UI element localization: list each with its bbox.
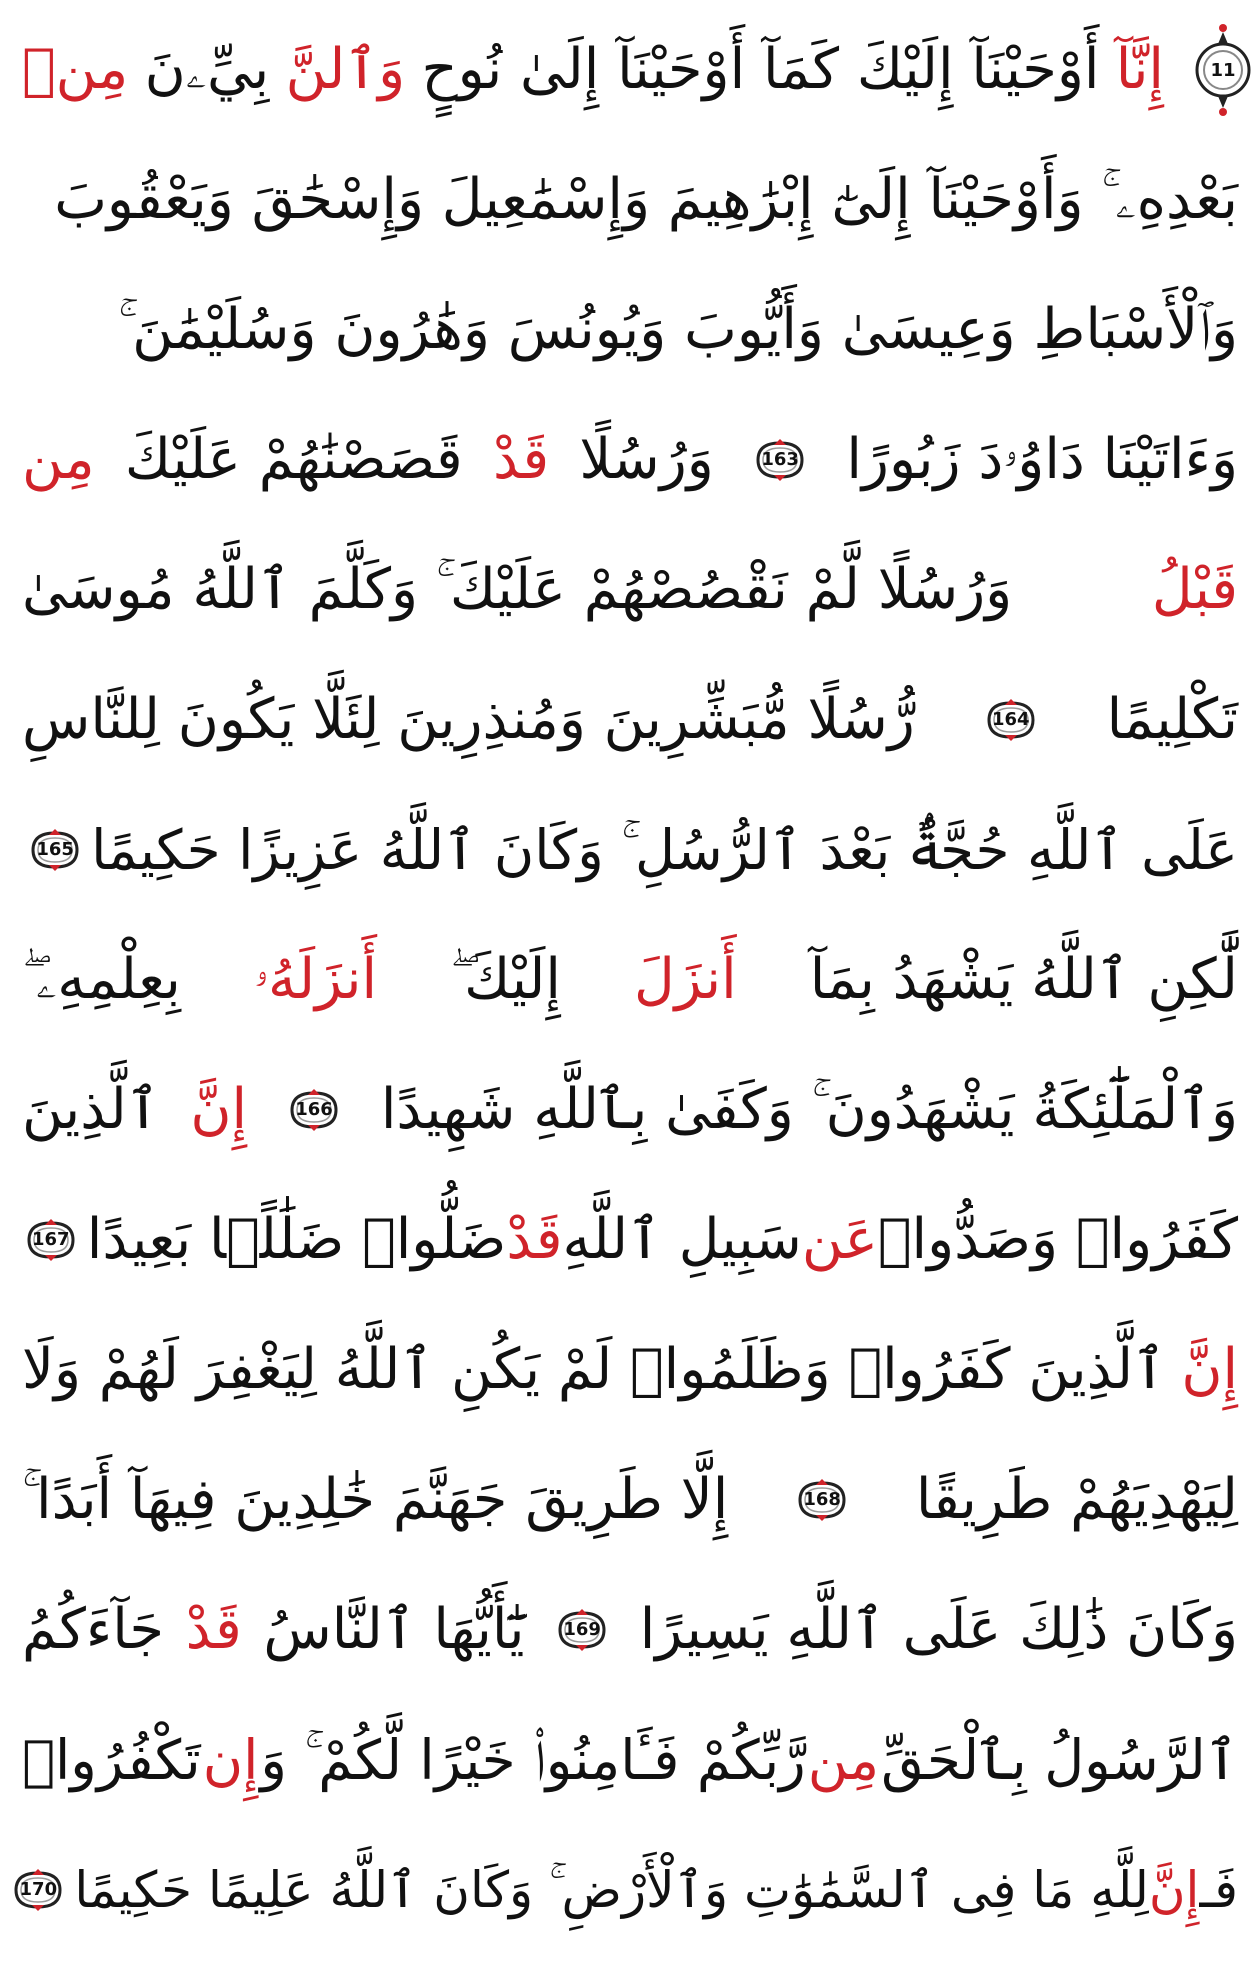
- verse-line: [22, 918, 1238, 1042]
- verse-text: عَلَى ٱللَّهِ حُجَّةٌۢ بَعْدَ ٱلرُّسُلِ ۚ وَكَانَ ٱللَّهُ عَزِيزًا حَكِيمًا: [91, 817, 1238, 882]
- verse-text: سَبِيلِ ٱللَّهِ: [562, 1207, 802, 1272]
- highlighted-word: قَدْ: [185, 1597, 242, 1662]
- highlighted-word: وَٱلنَّ: [285, 37, 406, 102]
- ayah-number: 168: [803, 1489, 841, 1510]
- highlighted-word: إِنَّ: [1181, 1337, 1238, 1402]
- highlighted-word: قَبْلُ: [1151, 557, 1238, 622]
- ayah-number-marker: [752, 439, 808, 481]
- verse-text: وَرُسُلًا: [579, 427, 714, 492]
- verse-text: بِعِلْمِهِۦ ۖ: [22, 947, 181, 1012]
- juz-emblem: [1186, 8, 1260, 132]
- ayah-number-marker: [23, 1219, 79, 1261]
- verse-text: ضَلُّوا۟ ضَلَٰلًۢا بَعِيدًا: [86, 1207, 507, 1272]
- highlighted-word: إِنَّآ: [1115, 37, 1164, 102]
- verse-text: وَٱلْأَسْبَاطِ وَعِيسَىٰ وَأَيُّوبَ وَيُونُسَ وَهَٰرُونَ وَسُلَيْمَٰنَ ۚ: [118, 297, 1238, 362]
- verse-text: أَوْحَيْنَآ إِلَيْكَ كَمَآ أَوْحَيْنَآ إِلَىٰ نُوحٍ: [421, 37, 1100, 102]
- verse-line: [22, 528, 1238, 652]
- ayah-number: 170: [19, 1879, 58, 1900]
- ayah-number: 169: [563, 1619, 601, 1640]
- verse-text: تَكْلِيمًا: [1106, 687, 1238, 752]
- verse-text: وَٱلْمَلَٰٓئِكَةُ يَشْهَدُونَ ۚ وَكَفَىٰ بِٱللَّهِ شَهِيدًا: [380, 1077, 1238, 1142]
- verse-line: [22, 788, 1238, 912]
- verse-text: لَّٰكِنِ ٱللَّهُ يَشْهَدُ بِمَآ: [809, 947, 1238, 1012]
- ayah-number-marker: [554, 1609, 610, 1651]
- verse-line: [19, 1828, 1238, 1952]
- verse-text: بَعْدِهِۦ ۚ وَأَوْحَيْنَآ إِلَىٰٓ إِبْرَٰهِيمَ وَإِسْمَٰعِيلَ وَإِسْحَٰقَ وَيَعْقُوبَ: [54, 167, 1238, 232]
- ayah-number-marker: [286, 1089, 342, 1131]
- ayah-number-marker: [27, 829, 83, 871]
- highlighted-word: إِنَّ: [1148, 1861, 1200, 1919]
- verse-text: لِلَّهِ مَا فِى ٱلسَّمَٰوَٰتِ وَٱلْأَرْضِ ۚ وَكَانَ ٱللَّهُ عَلِيمًا حَكِيمًا: [74, 1861, 1149, 1919]
- highlighted-word: أَنزَلَهُۥ: [253, 947, 378, 1012]
- juz-number: 11: [1210, 59, 1236, 81]
- ayah-number-marker: [794, 1479, 850, 1521]
- highlighted-word: مِن: [807, 1727, 880, 1792]
- verse-text: وَكَانَ ذَٰلِكَ عَلَى ٱللَّهِ يَسِيرًا: [639, 1597, 1238, 1662]
- verse-text: إِلَيْكَ ۖ: [450, 947, 561, 1012]
- verse-line: [22, 658, 1238, 782]
- ayah-number: 167: [31, 1229, 70, 1250]
- verse-text: لِيَهْدِيَهُمْ طَرِيقًا: [915, 1467, 1238, 1532]
- ayah-number: 164: [991, 709, 1030, 730]
- highlighted-word: عَن: [801, 1207, 878, 1272]
- highlighted-word: مِنۢ: [22, 37, 129, 102]
- verse-line: [22, 268, 1238, 392]
- verse-text: وَءَاتَيْنَا دَاوُۥدَ زَبُورًا: [846, 427, 1238, 492]
- verse-line: [22, 1438, 1238, 1562]
- verse-line: [22, 398, 1238, 522]
- highlighted-word: قَدْ: [506, 1207, 563, 1272]
- verse-line: [22, 1048, 1238, 1172]
- highlighted-word: أَنزَلَ: [633, 947, 737, 1012]
- verse-text: وَرُسُلًا لَّمْ نَقْصُصْهُمْ عَلَيْكَ ۚ وَكَلَّمَ ٱللَّهُ مُوسَىٰ: [22, 557, 1013, 622]
- verse-line: [22, 1698, 1238, 1822]
- verse-text: تَكْفُرُوا۟: [22, 1727, 201, 1792]
- verse-text: يَٰٓأَيُّهَا ٱلنَّاسُ: [263, 1597, 525, 1662]
- verse-text: ٱلَّذِينَ: [22, 1077, 160, 1142]
- ayah-number: 165: [36, 839, 74, 860]
- verse-line: [22, 8, 1164, 132]
- ayah-number: 163: [761, 449, 799, 470]
- verse-text: رَّبِّكُمْ فَـَٔامِنُوا۟ خَيْرًا لَّكُمْ ۚ وَ: [260, 1727, 806, 1792]
- ayah-number-marker: [983, 699, 1039, 741]
- verse-text: ٱلرَّسُولُ بِٱلْحَقِّ: [881, 1727, 1238, 1792]
- highlighted-word: إِنَّ: [190, 1077, 248, 1142]
- verse-text: جَآءَكُمُ: [22, 1597, 164, 1662]
- verse-text: ٱلَّذِينَ كَفَرُوا۟ وَظَلَمُوا۟ لَمْ يَكُنِ ٱللَّهُ لِيَغْفِرَ لَهُمْ وَلَا: [22, 1337, 1166, 1402]
- verse-text: بِيِّۦنَ: [144, 37, 270, 102]
- highlighted-word: مِن: [22, 427, 95, 492]
- ayah-number: 166: [295, 1099, 333, 1120]
- verse-text: كَفَرُوا۟ وَصَدُّوا۟: [877, 1207, 1238, 1272]
- verse-line: [22, 1568, 1238, 1692]
- highlighted-word: قَدْ: [492, 427, 550, 492]
- verse-text: إِلَّا طَرِيقَ جَهَنَّمَ خَٰلِدِينَ فِيهَآ أَبَدًا ۚ: [22, 1467, 729, 1532]
- highlighted-word: إِن: [202, 1727, 259, 1792]
- verse-line: [22, 138, 1238, 262]
- verse-line: [22, 1308, 1238, 1432]
- verse-line: [22, 1178, 1238, 1302]
- ayah-number-marker: [10, 1869, 66, 1911]
- verse-text: فَـ: [1199, 1861, 1238, 1919]
- verse-text: قَصَصْنَٰهُمْ عَلَيْكَ: [124, 427, 463, 492]
- verse-text: رُّسُلًا مُّبَشِّرِينَ وَمُنذِرِينَ لِئَلَّا يَكُونَ لِلنَّاسِ: [22, 687, 915, 752]
